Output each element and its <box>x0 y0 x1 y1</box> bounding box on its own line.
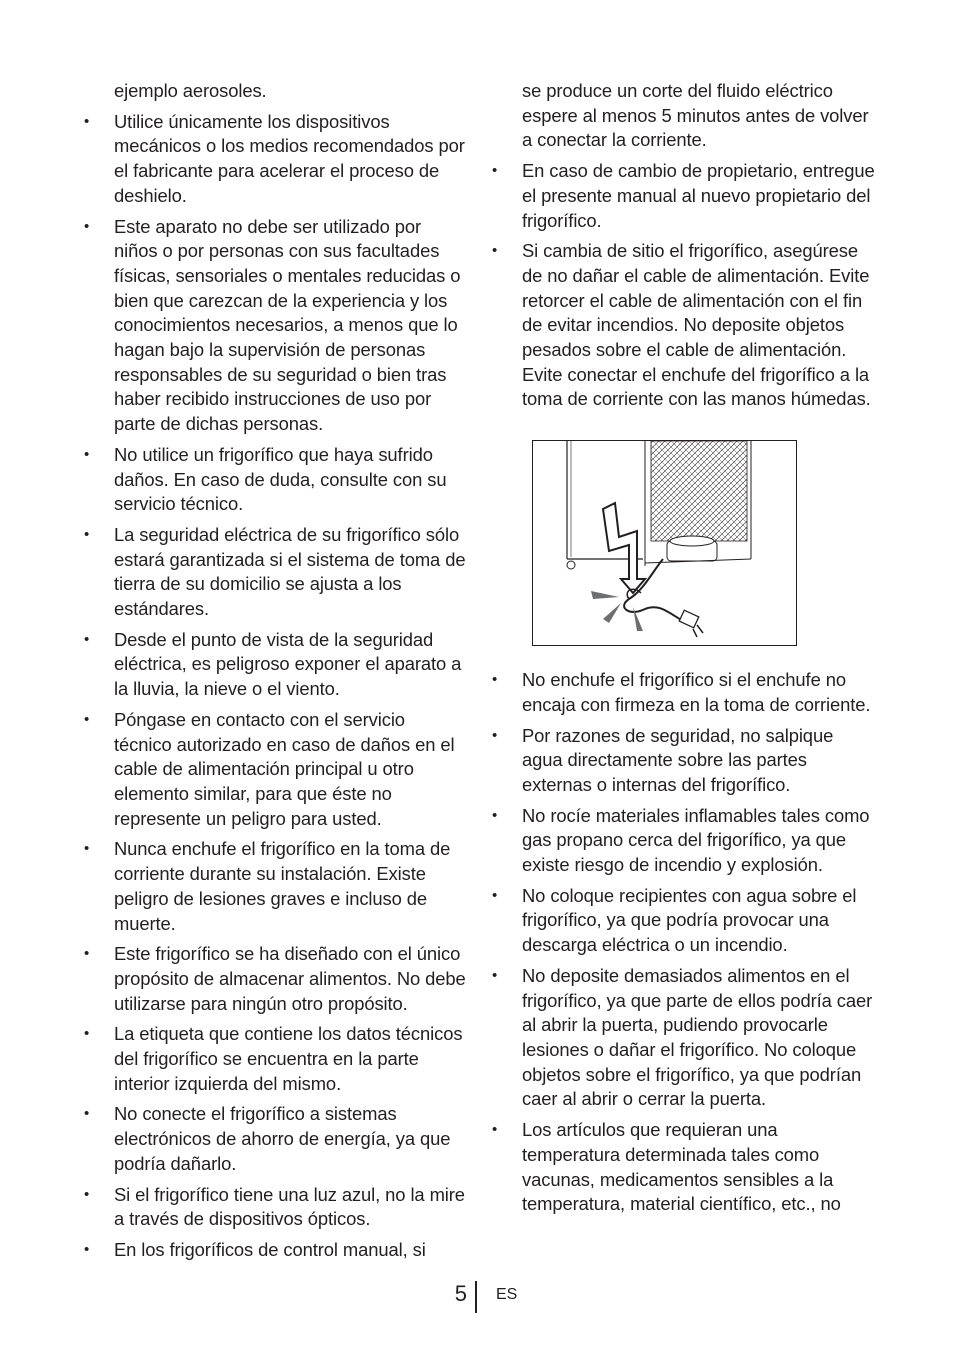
list-item: • Nunca enchufe el frigorífico en la toma de corriente durante su instalación. Existe peligro de lesiones graves e incluso de muerte. <box>84 838 451 934</box>
fridge-power-cable-illustration <box>532 440 797 646</box>
page-footer <box>0 1281 954 1315</box>
list-item: • En caso de cambio de propietario, entregue el presente manual al nuevo propietario del frigorífico. <box>492 160 875 231</box>
bullet-icon: • <box>84 1105 90 1123</box>
list-item: • Si el frigorífico tiene una luz azul, no la mire a través de dispositivos ópticos. <box>84 1183 465 1230</box>
bullet-icon: • <box>84 525 90 543</box>
list-item: • Utilice únicamente los dispositivos mecánicos o los medios recomendados por el fabricante para acelerar el proceso de deshielo. <box>84 110 465 206</box>
bullet-icon: • <box>84 1240 90 1258</box>
list-item: • En los frigoríficos de control manual, si <box>84 1238 466 1263</box>
list-item: • No deposite demasiados alimentos en el frigorífico, ya que parte de ellos podría caer al abrir la puerta, pudiendo provocarle lesiones o dañar el frigorífico. No coloque objetos sobre el frigorífico, ya que podrían caer al abrir o cerrar la puerta. <box>492 964 873 1110</box>
bullet-icon: • <box>84 217 90 235</box>
list-item: • Este frigorífico se ha diseñado con el único propósito de almacenar alimentos. No debe utilizarse para ningún otro propósito. <box>84 943 466 1014</box>
bullet-icon: • <box>492 726 498 744</box>
bullet-icon: • <box>84 1185 90 1203</box>
list-item: • No enchufe el frigorífico si el enchufe no encaja con firmeza en la toma de corriente. <box>492 669 871 715</box>
list-item: • Si cambia de sitio el frigorífico, asegúrese de no dañar el cable de alimentación. Evite retorcer el cable de alimentación con el fin de evitar incendios. No deposite objetos pesados sobre el cable de alimentación. Evite conectar el enchufe del frigorífico a la toma de corriente con las manos húmedas. <box>492 240 871 410</box>
page-number: 5 <box>454 1281 467 1306</box>
bullet-icon: • <box>492 671 498 689</box>
bullet-icon: • <box>84 840 90 858</box>
right-bullet-list-bottom <box>492 668 876 1217</box>
list-item: • No coloque recipientes con agua sobre el frigorífico, ya que podría provocar una descarga eléctrica o un incendio. <box>492 884 857 956</box>
bullet-icon: • <box>84 710 90 728</box>
bullet-icon: • <box>492 886 498 904</box>
list-item: • No conecte el frigorífico a sistemas electrónicos de ahorro de energía, ya que podría dañarlo. <box>84 1103 451 1174</box>
language-code: ES <box>496 1286 518 1303</box>
left-bullet-list <box>84 110 466 1263</box>
list-item: • Por razones de seguridad, no salpique agua directamente sobre las partes externas o internas del frigorífico. <box>492 724 834 795</box>
bullet-icon: • <box>84 630 90 648</box>
list-item: • No rocíe materiales inflamables tales como gas propano cerca del frigorífico, ya que existe riesgo de incendio y explosión. <box>492 804 870 876</box>
bullet-icon: • <box>84 945 90 963</box>
bullet-icon: • <box>492 806 498 824</box>
list-item: • Los artículos que requieran una temperatura determinada tales como vacunas, medicamentos sensibles a la temperatura, material científico, etc., no <box>492 1119 841 1215</box>
list-item: • Este aparato no debe ser utilizado por niños o por personas con sus facultades físicas, sensoriales o mentales reducidas o bien que carezcan de la experiencia y los conocimientos necesarios, a menos que lo hagan bajo la supervisión de personas responsables de su seguridad o bien tras haber recibido instrucciones de uso por parte de dichas personas. <box>84 215 461 435</box>
bullet-icon: • <box>492 162 498 180</box>
right-column <box>492 79 876 1223</box>
list-item: • Póngase en contacto con el servicio técnico autorizado en caso de daños en el cable de alimentación principal u otro elemento similar, para que éste no represente un peligro para usted. <box>84 708 455 829</box>
bullet-icon: • <box>492 966 498 984</box>
bullet-icon: • <box>492 1121 498 1139</box>
list-item: • Desde el punto de vista de la seguridad eléctrica, es peligroso exponer el aparato a la lluvia, la nieve o el viento. <box>84 628 462 700</box>
bullet-icon: • <box>492 242 498 260</box>
bullet-icon: • <box>84 112 90 130</box>
list-item: • La etiqueta que contiene los datos técnicos del frigorífico se encuentra en la parte interior izquierda del mismo. <box>84 1023 463 1094</box>
fridge-cable-warning-icon <box>533 441 795 644</box>
left-column <box>84 79 466 1269</box>
list-item: • La seguridad eléctrica de su frigorífico sólo estará garantizada si el sistema de toma de tierra de su domicilio se ajusta a los estándares. <box>84 523 466 620</box>
continuation-text: se produce un corte del fluido eléctrico espere al menos 5 minutos antes de volver a conectar la corriente. <box>522 80 869 151</box>
bullet-icon: • <box>84 1025 90 1043</box>
footer-divider <box>475 1281 477 1313</box>
list-item: • No utilice un frigorífico que haya sufrido daños. En caso de duda, consulte con su servicio técnico. <box>84 443 447 515</box>
continuation-text: ejemplo aerosoles. <box>114 80 267 101</box>
right-bullet-list-top <box>492 159 876 412</box>
bullet-icon: • <box>84 445 90 463</box>
